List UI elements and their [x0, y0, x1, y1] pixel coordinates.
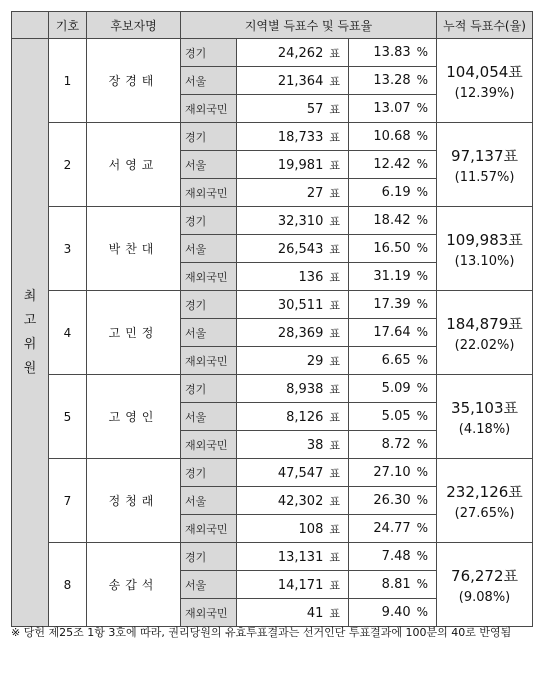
- candidate-name: 박찬대: [87, 207, 181, 291]
- region-rate-cell: [349, 123, 437, 151]
- region-rate: 9.40: [381, 605, 411, 620]
- region-rate: 24.77: [373, 521, 411, 536]
- region-rate: 13.83: [373, 45, 411, 60]
- percent-unit: %: [416, 185, 429, 199]
- candidate-name: 장경태: [87, 39, 181, 123]
- votes-unit: 표: [329, 410, 340, 424]
- region-rate-cell: [349, 431, 437, 459]
- cumulative-votes: 184,879표: [446, 314, 523, 333]
- region-rate-cell: [349, 459, 437, 487]
- table-row: [12, 375, 533, 403]
- category-cell: [12, 39, 49, 627]
- region-rate-cell: [349, 347, 437, 375]
- region-votes: 21,364: [277, 73, 324, 89]
- cumulative-cell: [437, 207, 533, 291]
- region-votes-cell: [237, 123, 349, 151]
- region-label: 서울: [181, 571, 237, 599]
- region-rate-cell: [349, 39, 437, 67]
- votes-unit: 표: [329, 382, 340, 396]
- region-votes: 29: [306, 353, 324, 369]
- table-body: [12, 39, 533, 627]
- region-rate-cell: [349, 319, 437, 347]
- candidate-name: 고민정: [87, 291, 181, 375]
- percent-unit: %: [416, 549, 429, 563]
- candidate-name: 송갑석: [87, 543, 181, 627]
- candidate-name: 고영인: [87, 375, 181, 459]
- region-votes-cell: [237, 487, 349, 515]
- region-label: 재외국민: [181, 347, 237, 375]
- region-rate: 6.65: [381, 353, 411, 368]
- candidate-name: 정청래: [87, 459, 181, 543]
- region-votes-cell: [237, 291, 349, 319]
- region-votes-cell: [237, 67, 349, 95]
- percent-unit: %: [416, 157, 429, 171]
- region-label: 경기: [181, 123, 237, 151]
- cumulative-rate: (22.02%): [454, 337, 515, 353]
- region-label: 경기: [181, 291, 237, 319]
- region-votes: 38: [306, 437, 324, 453]
- cumulative-rate: (27.65%): [454, 505, 515, 521]
- region-label: 경기: [181, 375, 237, 403]
- region-label: 서울: [181, 235, 237, 263]
- cumulative-votes: 97,137표: [451, 146, 519, 165]
- region-label: 재외국민: [181, 515, 237, 543]
- percent-unit: %: [416, 521, 429, 535]
- cumulative-votes: 35,103표: [451, 398, 519, 417]
- votes-unit: 표: [329, 158, 340, 172]
- region-rate: 7.48: [381, 549, 411, 564]
- region-votes: 19,981: [277, 157, 324, 173]
- region-votes: 42,302: [277, 493, 324, 509]
- header-regional: 지역별 득표수 및 득표율: [181, 12, 437, 39]
- cumulative-cell: [437, 375, 533, 459]
- table-row: [12, 291, 533, 319]
- header-category: [12, 12, 49, 39]
- candidate-code: 1: [49, 39, 87, 123]
- region-votes: 26,543: [277, 241, 324, 257]
- table-header-row: [12, 12, 533, 39]
- region-votes-cell: [237, 403, 349, 431]
- region-rate-cell: [349, 151, 437, 179]
- region-label: 경기: [181, 207, 237, 235]
- region-label: 재외국민: [181, 431, 237, 459]
- category-char: 원: [23, 360, 37, 376]
- percent-unit: %: [416, 73, 429, 87]
- votes-unit: 표: [329, 326, 340, 340]
- region-rate-cell: [349, 515, 437, 543]
- region-votes-cell: [237, 431, 349, 459]
- region-votes: 136: [298, 269, 324, 285]
- votes-unit: 표: [329, 270, 340, 284]
- votes-unit: 표: [329, 466, 340, 480]
- region-rate-cell: [349, 207, 437, 235]
- region-votes-cell: [237, 515, 349, 543]
- percent-unit: %: [416, 381, 429, 395]
- cumulative-rate: (9.08%): [458, 589, 511, 605]
- region-label: 서울: [181, 151, 237, 179]
- votes-unit: 표: [329, 494, 340, 508]
- cumulative-rate: (4.18%): [458, 421, 511, 437]
- region-votes: 18,733: [277, 129, 324, 145]
- region-votes-cell: [237, 235, 349, 263]
- region-votes-cell: [237, 459, 349, 487]
- region-label: 경기: [181, 459, 237, 487]
- region-rate-cell: [349, 599, 437, 627]
- percent-unit: %: [416, 325, 429, 339]
- region-label: 서울: [181, 319, 237, 347]
- region-label: 경기: [181, 543, 237, 571]
- percent-unit: %: [416, 129, 429, 143]
- election-results-table: [11, 11, 533, 627]
- footnote: ※ 당헌 제25조 1항 3호에 따라, 권리당원의 유효투표결과는 선거인단 투표결과에 100분의 40로 반영됨: [11, 626, 512, 639]
- percent-unit: %: [416, 577, 429, 591]
- votes-unit: 표: [329, 242, 340, 256]
- region-label: 재외국민: [181, 599, 237, 627]
- region-label: 재외국민: [181, 95, 237, 123]
- region-votes: 108: [298, 521, 324, 537]
- votes-unit: 표: [329, 102, 340, 116]
- region-rate-cell: [349, 487, 437, 515]
- percent-unit: %: [416, 241, 429, 255]
- votes-unit: 표: [329, 354, 340, 368]
- region-rate: 12.42: [373, 157, 411, 172]
- candidate-code: 3: [49, 207, 87, 291]
- region-rate-cell: [349, 67, 437, 95]
- cumulative-cell: [437, 459, 533, 543]
- region-votes-cell: [237, 319, 349, 347]
- region-label: 재외국민: [181, 179, 237, 207]
- region-votes: 14,171: [277, 577, 324, 593]
- region-rate: 31.19: [373, 269, 411, 284]
- region-votes: 27: [306, 185, 324, 201]
- region-votes: 47,547: [277, 465, 324, 481]
- candidate-name: 서영교: [87, 123, 181, 207]
- header-code: 기호: [49, 12, 87, 39]
- votes-unit: 표: [329, 606, 340, 620]
- category-char: 위: [23, 336, 37, 352]
- cumulative-rate: (13.10%): [454, 253, 515, 269]
- table-row: [12, 207, 533, 235]
- region-votes-cell: [237, 179, 349, 207]
- cumulative-votes: 232,126표: [446, 482, 523, 501]
- cumulative-cell: [437, 39, 533, 123]
- region-votes: 28,369: [277, 325, 324, 341]
- table-row: [12, 543, 533, 571]
- candidate-code: 4: [49, 291, 87, 375]
- percent-unit: %: [416, 605, 429, 619]
- region-rate-cell: [349, 403, 437, 431]
- region-rate: 26.30: [373, 493, 411, 508]
- percent-unit: %: [416, 409, 429, 423]
- table-row: [12, 123, 533, 151]
- percent-unit: %: [416, 353, 429, 367]
- percent-unit: %: [416, 269, 429, 283]
- cumulative-votes: 76,272표: [451, 566, 519, 585]
- candidate-code: 5: [49, 375, 87, 459]
- region-rate-cell: [349, 95, 437, 123]
- region-rate-cell: [349, 291, 437, 319]
- votes-unit: 표: [329, 578, 340, 592]
- region-votes-cell: [237, 207, 349, 235]
- votes-unit: 표: [329, 186, 340, 200]
- cumulative-rate: (12.39%): [454, 85, 515, 101]
- region-rate: 8.72: [381, 437, 411, 452]
- region-votes-cell: [237, 347, 349, 375]
- region-votes: 24,262: [277, 45, 324, 61]
- cumulative-votes: 109,983표: [446, 230, 523, 249]
- votes-unit: 표: [329, 130, 340, 144]
- region-votes: 13,131: [277, 549, 324, 565]
- region-votes: 30,511: [277, 297, 324, 313]
- region-rate: 6.19: [381, 185, 411, 200]
- region-votes-cell: [237, 39, 349, 67]
- region-votes: 57: [306, 101, 324, 117]
- region-label: 서울: [181, 67, 237, 95]
- candidate-code: 7: [49, 459, 87, 543]
- cumulative-cell: [437, 543, 533, 627]
- region-votes: 8,126: [286, 409, 324, 425]
- region-votes-cell: [237, 543, 349, 571]
- votes-unit: 표: [329, 438, 340, 452]
- table-row: [12, 39, 533, 67]
- region-rate: 17.64: [373, 325, 411, 340]
- header-cumulative: 누적 득표수(율): [437, 12, 533, 39]
- region-label: 재외국민: [181, 263, 237, 291]
- votes-unit: 표: [329, 46, 340, 60]
- votes-unit: 표: [329, 74, 340, 88]
- votes-unit: 표: [329, 550, 340, 564]
- region-votes-cell: [237, 151, 349, 179]
- region-votes-cell: [237, 263, 349, 291]
- category-char: 최: [23, 288, 37, 304]
- votes-unit: 표: [329, 298, 340, 312]
- region-rate: 5.05: [381, 409, 411, 424]
- category-char: 고: [23, 312, 37, 328]
- region-label: 경기: [181, 39, 237, 67]
- region-rate: 13.07: [373, 101, 411, 116]
- region-rate: 27.10: [373, 465, 411, 480]
- region-votes-cell: [237, 599, 349, 627]
- region-rate: 17.39: [373, 297, 411, 312]
- percent-unit: %: [416, 493, 429, 507]
- region-rate-cell: [349, 263, 437, 291]
- region-votes-cell: [237, 375, 349, 403]
- votes-unit: 표: [329, 522, 340, 536]
- region-rate-cell: [349, 543, 437, 571]
- percent-unit: %: [416, 213, 429, 227]
- region-votes: 32,310: [277, 213, 324, 229]
- region-rate: 13.28: [373, 73, 411, 88]
- region-rate: 5.09: [381, 381, 411, 396]
- cumulative-cell: [437, 291, 533, 375]
- region-votes: 8,938: [286, 381, 324, 397]
- percent-unit: %: [416, 297, 429, 311]
- header-candidate: 후보자명: [87, 12, 181, 39]
- region-rate: 18.42: [373, 213, 411, 228]
- cumulative-votes: 104,054표: [446, 62, 523, 81]
- region-rate-cell: [349, 571, 437, 599]
- candidate-code: 2: [49, 123, 87, 207]
- region-label: 서울: [181, 487, 237, 515]
- region-rate-cell: [349, 235, 437, 263]
- votes-unit: 표: [329, 214, 340, 228]
- region-rate: 10.68: [373, 129, 411, 144]
- region-votes: 41: [306, 605, 324, 621]
- region-rate-cell: [349, 179, 437, 207]
- candidate-code: 8: [49, 543, 87, 627]
- percent-unit: %: [416, 45, 429, 59]
- region-votes-cell: [237, 95, 349, 123]
- table-row: [12, 459, 533, 487]
- percent-unit: %: [416, 465, 429, 479]
- cumulative-rate: (11.57%): [454, 169, 515, 185]
- region-rate: 16.50: [373, 241, 411, 256]
- region-votes-cell: [237, 571, 349, 599]
- region-label: 서울: [181, 403, 237, 431]
- region-rate: 8.81: [381, 577, 411, 592]
- cumulative-cell: [437, 123, 533, 207]
- percent-unit: %: [416, 101, 429, 115]
- region-rate-cell: [349, 375, 437, 403]
- percent-unit: %: [416, 437, 429, 451]
